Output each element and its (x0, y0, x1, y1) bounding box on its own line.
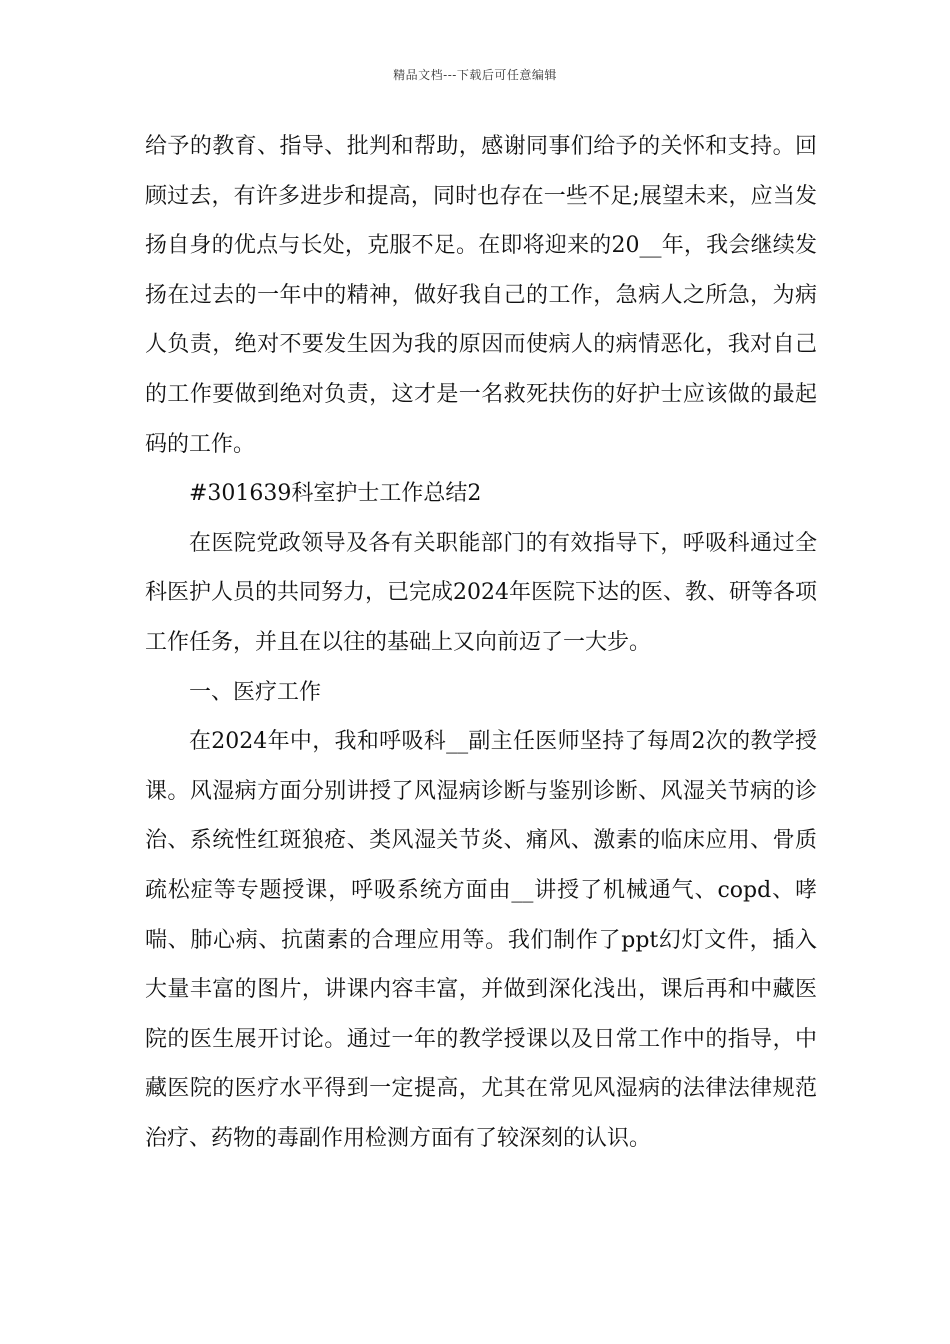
section-heading-medical-work: 一、医疗工作 (189, 679, 322, 705)
paragraph-continuation: 给予的教育、指导、批判和帮助，感谢同事们给予的关怀和支持。回顾过去，有许多进步和提高，同时也存在一些不足;展望未来，应当发扬自身的优点与长处，克服不足。在即将迎来的20__年，我会继续发扬在过去的一年中的精神，做好我自己的工作，急病人之所急，为病人负责，绝对不要发生因为我的原因而使病人的病情恶化，我对自己的工作要做到绝对负责，这才是一名救死扶伤的好护士应该做的最起码的工作。 (145, 134, 817, 457)
section-title: #301639科室护士工作总结2 (189, 481, 482, 507)
paragraph-teaching: 在2024年中，我和呼吸科__副主任医师坚持了每周2次的教学授课。风湿病方面分别讲授了风湿病诊断与鉴别诊断、风湿关节病的诊治、系统性红斑狼疮、类风湿关节炎、痛风、激素的临床应用、骨质疏松症等专题授课，呼吸系统方面由__讲授了机械通气、copd、哮喘、肺心病、抗菌素的合理应用等。我们制作了ppt幻灯文件，插入大量丰富的图片，讲课内容丰富，并做到深化浅出，课后再和中藏医院的医生展开讨论。通过一年的教学授课以及日常工作中的指导，中藏医院的医疗水平得到一定提高，尤其在常见风湿病的法律法律规范治疗、药物的毒副作用检测方面有了较深刻的认识。 (145, 729, 817, 1151)
paragraph-intro: 在医院党政领导及各有关职能部门的有效指导下，呼吸科通过全科医护人员的共同努力，已完成2024年医院下达的医、教、研等各项工作任务，并且在以往的基础上又向前迈了一大步。 (145, 530, 817, 655)
page-header: 精品文档---下载后可任意编辑 (393, 68, 557, 82)
document-body (145, 122, 817, 1163)
